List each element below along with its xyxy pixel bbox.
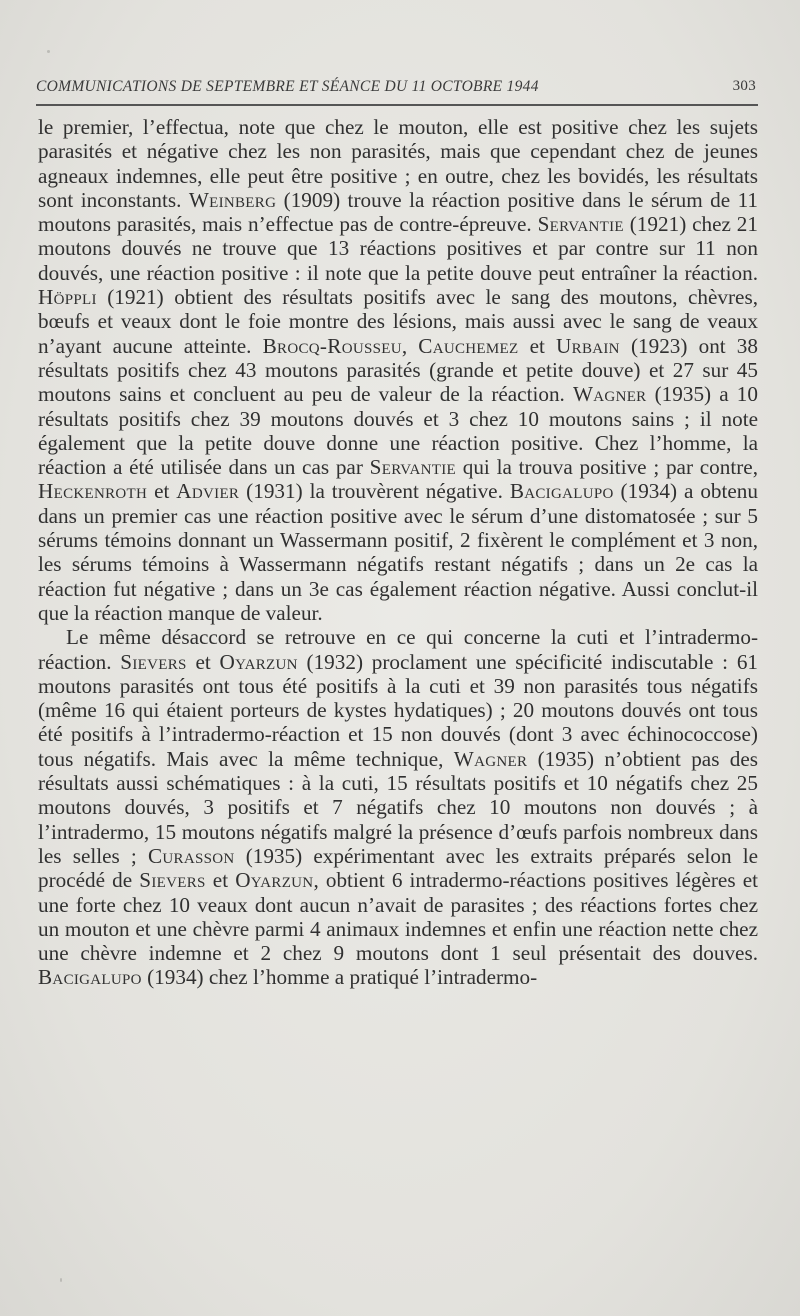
text-run: , obtient 6 intradermo-réactions positives légères et une forte chez 10 veaux dont aucun n’avait de parasites ; des réactions fortes chez un mouton et une chèvre parmi 4 animaux indemnes et enfin une réaction nette chez une chèvre indemne et 2 chez 9 moutons dont 1 seul présentait des douves.: [38, 868, 758, 966]
text-run: le premier, l’effectua, note que chez le mouton, elle est positive chez les sujets parasités et négative chez les non parasités, mais que cependant chez de jeunes agneaux indemnes, elle peut être positive ; en outre, chez les bovidés, les résultats sont inconstants.: [38, 115, 758, 212]
author-name: Urbain: [556, 333, 620, 358]
text-run: (1923) ont 38 résultats positifs chez 43 moutons parasités (grande et petite douve) et 27 sur 45 moutons sains et concluent au peu de valeur de la réaction.: [38, 333, 758, 407]
text-run: (1935) expérimentant avec les extraits préparés selon le procédé de: [38, 843, 758, 893]
text-run: (1934) chez l’homme a pratiqué l’intradermo-: [141, 965, 538, 990]
text-run: et: [147, 479, 177, 504]
text-run: (1921) obtient des résultats positifs avec le sang des moutons, chèvres, bœufs et veaux dont le foie montre des lésions, mais aussi avec le sang de veaux n’ayant aucune atteinte.: [38, 285, 758, 358]
author-name: Sievers: [120, 649, 187, 674]
author-name: Servantie: [369, 455, 456, 480]
author-name: Oyarzun: [235, 868, 314, 893]
running-head-title: COMMUNICATIONS DE SEPTEMBRE ET SÉANCE DU 11 OCTOBRE 1944: [36, 78, 539, 95]
text-run: et: [518, 333, 557, 358]
text-run: (1932) proclament une spécificité indiscutable : 61 moutons parasités ont tous été positifs à la cuti et 39 non parasités tous négatifs (même 16 qui étaient porteurs de kystes hydatiques) ; 20 moutons douvés ont tous été positifs à l’intradermo-réaction et 15 non douvés (dont 3 avec échinococcose) tous négatifs. Mais avec la même technique,: [38, 649, 759, 771]
author-name: Oyarzun: [219, 649, 298, 674]
page-number: 303: [732, 78, 756, 94]
author-name: Sievers: [139, 868, 206, 893]
author-name: Weinberg: [188, 187, 277, 212]
paper-speck: [47, 50, 50, 53]
paper-speck: [60, 1278, 62, 1282]
text-run: (1909) trouve la réaction positive dans le sérum de 11 moutons parasités, mais n’effectue pas de contre-épreuve.: [38, 187, 759, 237]
paragraph-p1: [38, 115, 758, 625]
text-run: qui la trouva positive ; par contre,: [456, 455, 758, 480]
text-run: (1935) n’obtient pas des résultats aussi schématiques : à la cuti, 15 résultats positifs et 10 négatifs chez 25 moutons douvés, 3 positifs et 7 négatifs chez 10 moutons non douvés ; à l’intradermo, 15 moutons négatifs malgré la présence d’œufs parfois nombreux dans les selles ;: [38, 746, 758, 868]
text-run: et: [186, 649, 220, 674]
author-name: Bacigalupo: [38, 965, 142, 990]
text-run: Le même désaccord se retrouve en ce qui concerne la cuti et l’intradermo-réaction.: [38, 625, 758, 674]
author-name: Advier: [176, 479, 240, 504]
header-rule: [36, 104, 758, 106]
author-name: Brocq-Rousseu: [262, 333, 402, 358]
text-run: (1921) chez 21 moutons douvés ne trouve que 13 réactions positives et par contre sur 11 non douvés, une réaction positive : il note que la petite douve peut entraîner la réaction.: [38, 212, 758, 285]
author-name: Wagner: [453, 746, 528, 771]
body-text: [38, 115, 758, 990]
text-run: ,: [401, 333, 419, 358]
author-name: Curasson: [147, 843, 235, 868]
paragraph-p2: [38, 625, 758, 989]
author-name: Cauchemez: [418, 333, 519, 358]
author-name: Heckenroth: [38, 479, 148, 504]
running-head: [36, 78, 756, 100]
text-run: (1934) a obtenu dans un premier cas une réaction positive avec le sérum d’une distomatosée ; sur 5 sérums témoins donnant un Wassermann positif, 2 fixèrent le complément et 3 non, les sérums témoins à Wassermann négatifs restant négatifs ; dans un 2e cas la réaction fut négative ; dans un 3e cas également réaction négative. Aussi conclut-il que la réaction manque de valeur.: [38, 479, 758, 625]
text-run: (1935) a 10 résultats positifs chez 39 moutons douvés et 3 chez 10 moutons sains ; il note également que la petite douve donne une réaction positive. Chez l’homme, la réaction a été utilisée dans un cas par: [38, 382, 758, 480]
text-run: et: [205, 868, 236, 893]
text-run: (1931) la trouvèrent négative.: [239, 479, 510, 504]
author-name: Servantie: [537, 212, 624, 237]
author-name: Höppli: [38, 285, 97, 310]
author-name: Bacigalupo: [509, 479, 614, 504]
author-name: Wagner: [573, 382, 647, 407]
